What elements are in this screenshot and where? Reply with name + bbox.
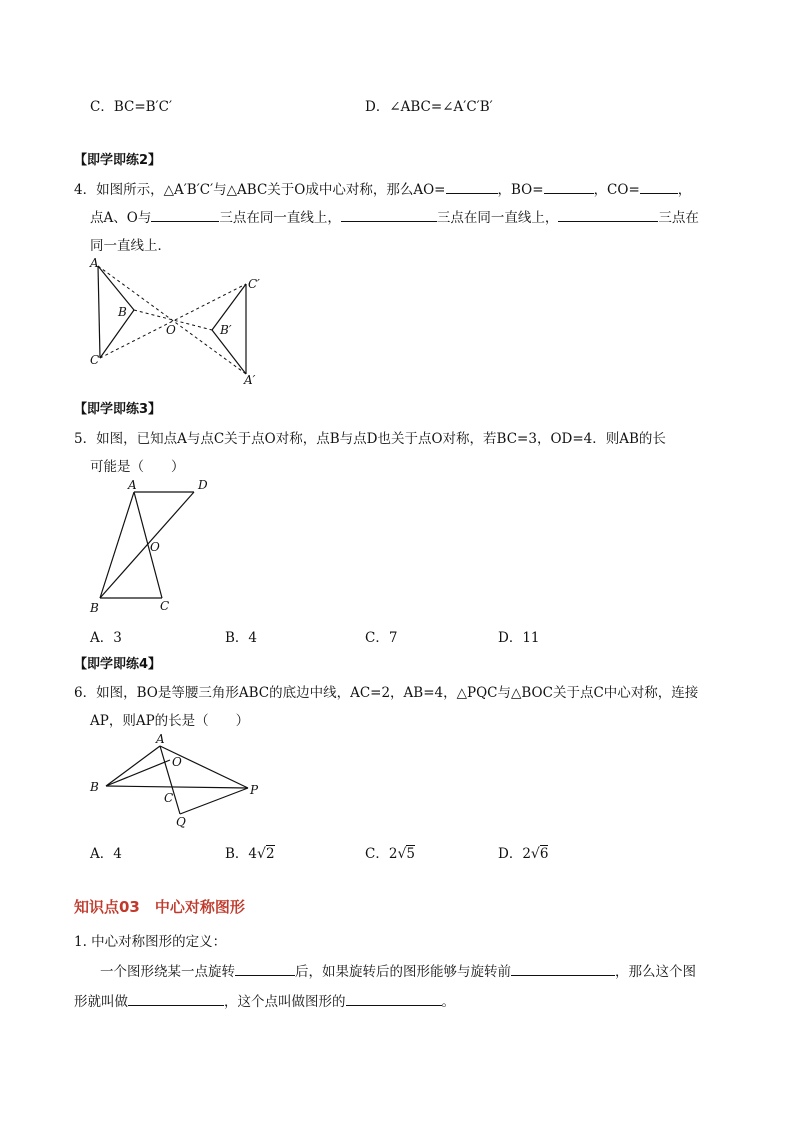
definition-title: 1. 中心对称图形的定义： — [74, 934, 227, 950]
blank-center-name[interactable] — [346, 993, 442, 1006]
q4-line1: 4．如图所示，△A′B′C′与△ABC关于O成中心对称，那么AO= ，BO= ，CO= ， — [74, 182, 692, 198]
q6-label-o: O — [172, 755, 182, 769]
option-d: D．∠ABC=∠A′C′B′ — [365, 99, 493, 115]
q5-label-c: C — [160, 599, 170, 613]
q6-line2: AP，则AP的长是（ ） — [90, 713, 250, 729]
q5-label-a: A — [128, 478, 137, 492]
practice-heading-4: 【即学即练4】 — [74, 657, 162, 672]
q4-label-b: B — [118, 305, 127, 319]
q4-label-o: O — [166, 323, 176, 337]
q6-figure — [84, 730, 274, 830]
blank-figure-name[interactable] — [128, 993, 224, 1006]
q6-option-b: B．4√2 — [225, 846, 275, 862]
q4-label-a: A — [90, 256, 99, 270]
option-c: C．BC=B′C′ — [90, 99, 173, 115]
q4-label-b-prime: B′ — [220, 323, 232, 337]
q5-label-o: O — [150, 540, 160, 554]
q6-option-c: C．2√5 — [365, 846, 415, 862]
q5-option-c: C．7 — [365, 630, 398, 646]
q4-figure — [80, 252, 280, 392]
q5-option-d: D．11 — [498, 630, 540, 646]
q6-option-d: D．2√6 — [498, 846, 549, 862]
q6-line1: 6．如图，BO是等腰三角形ABC的底边中线，AC=2，AB=4，△PQC与△BOC关于点C中心对称，连接 — [74, 685, 699, 701]
q6-label-a: A — [156, 732, 165, 746]
q5-label-b: B — [90, 601, 99, 615]
section-heading: 知识点03 中心对称图形 — [74, 898, 245, 916]
practice-heading-3: 【即学即练3】 — [74, 402, 162, 417]
q5-figure — [84, 474, 224, 616]
q5-line2: 可能是（ ） — [90, 459, 185, 475]
blank-line-2[interactable] — [341, 209, 437, 222]
definition-line2: 形就叫做 ，这个点叫做图形的 。 — [74, 994, 455, 1010]
blank-coincide[interactable] — [511, 963, 615, 976]
q5-label-d: D — [198, 478, 208, 492]
practice-heading-2: 【即学即练2】 — [74, 153, 162, 168]
blank-ao[interactable] — [446, 181, 498, 194]
q5-option-b: B．4 — [225, 630, 258, 646]
blank-co[interactable] — [640, 181, 678, 194]
q5-option-a: A．3 — [90, 630, 122, 646]
q4-line3: 同一直线上． — [90, 238, 171, 254]
blank-line-3[interactable] — [558, 209, 658, 222]
q6-label-q: Q — [176, 815, 186, 829]
q4-label-c-prime: C′ — [248, 277, 260, 291]
q4-label-a-prime: A′ — [244, 373, 256, 387]
q4-label-c: C — [90, 353, 100, 367]
definition-line1: 一个图形绕某一点旋转 后，如果旋转后的图形能够与旋转前 ，那么这个图 — [100, 964, 696, 980]
q6-label-b: B — [90, 780, 99, 794]
q6-option-a: A．4 — [90, 846, 122, 862]
blank-angle[interactable] — [235, 963, 295, 976]
q4-line2: 点A、O与 三点在同一直线上， 三点在同一直线上， 三点在 — [90, 210, 699, 226]
q6-label-p: P — [250, 783, 259, 797]
blank-bo[interactable] — [544, 181, 594, 194]
blank-line-1[interactable] — [151, 209, 219, 222]
q6-label-c: C — [164, 791, 174, 805]
q5-line1: 5．如图，已知点A与点C关于点O对称，点B与点D也关于点O对称，若BC=3，OD=4．则AB的长 — [74, 431, 666, 447]
